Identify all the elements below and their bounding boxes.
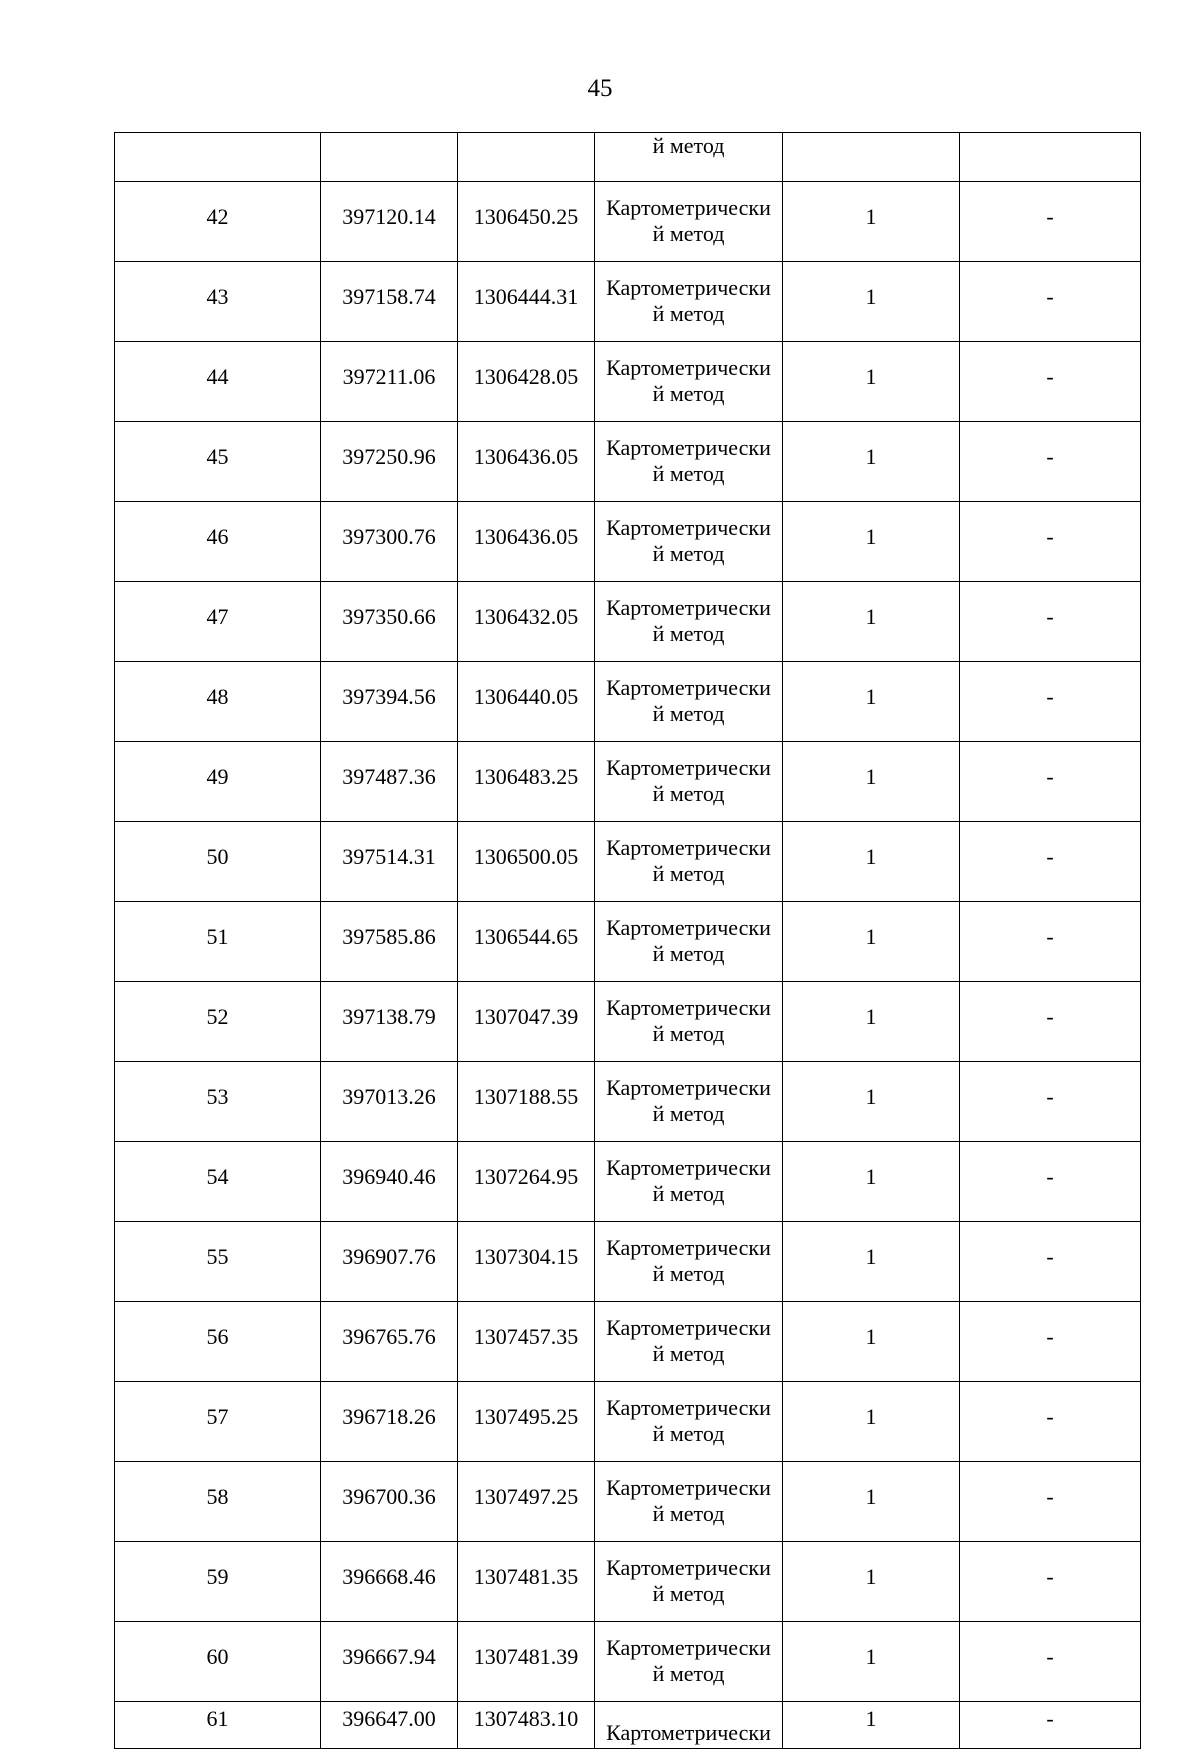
point-number-cell: 56 bbox=[115, 1302, 321, 1382]
method-cell bbox=[595, 1622, 783, 1702]
accuracy-cell: 1 bbox=[783, 1062, 960, 1142]
point-number-cell: 57 bbox=[115, 1382, 321, 1462]
table-row bbox=[115, 422, 1141, 502]
method-line-2: й метод bbox=[652, 1340, 725, 1366]
y-coordinate-cell: 1306432.05 bbox=[458, 582, 595, 662]
accuracy-cell: 1 bbox=[783, 342, 960, 422]
method-line-2: й метод bbox=[652, 380, 725, 406]
x-coordinate-cell bbox=[321, 133, 458, 182]
accuracy-cell: 1 bbox=[783, 1142, 960, 1222]
y-coordinate-cell: 1307497.25 bbox=[458, 1462, 595, 1542]
point-number-cell: 60 bbox=[115, 1622, 321, 1702]
table-row bbox=[115, 502, 1141, 582]
point-number-cell: 45 bbox=[115, 422, 321, 502]
y-coordinate-cell: 1306500.05 bbox=[458, 822, 595, 902]
point-number-cell: 43 bbox=[115, 262, 321, 342]
method-line-1: Картометрически bbox=[606, 994, 771, 1020]
y-coordinate-cell: 1307188.55 bbox=[458, 1062, 595, 1142]
table-row bbox=[115, 1302, 1141, 1382]
note-cell: - bbox=[960, 1622, 1141, 1702]
x-coordinate-cell: 397013.26 bbox=[321, 1062, 458, 1142]
accuracy-cell: 1 bbox=[783, 182, 960, 262]
x-coordinate-cell: 396647.00 bbox=[321, 1702, 458, 1749]
table-row bbox=[115, 742, 1141, 822]
table-row bbox=[115, 822, 1141, 902]
method-line-2: й метод bbox=[652, 1580, 725, 1606]
note-cell: - bbox=[960, 902, 1141, 982]
y-coordinate-cell: 1306428.05 bbox=[458, 342, 595, 422]
x-coordinate-cell: 396940.46 bbox=[321, 1142, 458, 1222]
y-coordinate-cell: 1307304.15 bbox=[458, 1222, 595, 1302]
note-cell: - bbox=[960, 1142, 1141, 1222]
note-cell: - bbox=[960, 822, 1141, 902]
method-line-1: Картометрически bbox=[606, 1074, 771, 1100]
y-coordinate-cell: 1306450.25 bbox=[458, 182, 595, 262]
accuracy-cell: 1 bbox=[783, 902, 960, 982]
method-line-2: й метод bbox=[652, 1260, 725, 1286]
method-cell bbox=[595, 662, 783, 742]
note-cell: - bbox=[960, 1462, 1141, 1542]
method-line-2: й метод bbox=[652, 780, 725, 806]
table-row bbox=[115, 1222, 1141, 1302]
y-coordinate-cell: 1306544.65 bbox=[458, 902, 595, 982]
method-cell: й метод bbox=[595, 133, 783, 182]
table-row bbox=[115, 182, 1141, 262]
method-cell bbox=[595, 262, 783, 342]
method-line-2: й метод bbox=[652, 460, 725, 486]
x-coordinate-cell: 397585.86 bbox=[321, 902, 458, 982]
x-coordinate-cell: 396700.36 bbox=[321, 1462, 458, 1542]
y-coordinate-cell: 1307483.10 bbox=[458, 1702, 595, 1749]
method-cell bbox=[595, 502, 783, 582]
table-row-last bbox=[115, 1702, 1141, 1749]
accuracy-cell: 1 bbox=[783, 1382, 960, 1462]
x-coordinate-cell: 397138.79 bbox=[321, 982, 458, 1062]
table-row bbox=[115, 1142, 1141, 1222]
method-line-1: Картометрически bbox=[606, 1474, 771, 1500]
note-cell: - bbox=[960, 262, 1141, 342]
y-coordinate-cell: 1307481.39 bbox=[458, 1622, 595, 1702]
method-cell bbox=[595, 1142, 783, 1222]
table-row bbox=[115, 662, 1141, 742]
method-line-1: Картометрически bbox=[606, 1554, 771, 1580]
method-line-2: й метод bbox=[652, 220, 725, 246]
point-number-cell: 50 bbox=[115, 822, 321, 902]
point-number-cell: 48 bbox=[115, 662, 321, 742]
method-line-2: й метод bbox=[652, 300, 725, 326]
coordinates-table bbox=[114, 132, 1141, 1749]
y-coordinate-cell: 1307457.35 bbox=[458, 1302, 595, 1382]
method-line-2: й метод bbox=[652, 1100, 725, 1126]
point-number-cell: 52 bbox=[115, 982, 321, 1062]
accuracy-cell: 1 bbox=[783, 582, 960, 662]
note-cell: - bbox=[960, 662, 1141, 742]
x-coordinate-cell: 397211.06 bbox=[321, 342, 458, 422]
method-cell bbox=[595, 1382, 783, 1462]
x-coordinate-cell: 397250.96 bbox=[321, 422, 458, 502]
accuracy-cell: 1 bbox=[783, 1302, 960, 1382]
table-row bbox=[115, 1462, 1141, 1542]
accuracy-cell: 1 bbox=[783, 822, 960, 902]
point-number-cell: 47 bbox=[115, 582, 321, 662]
x-coordinate-cell: 396907.76 bbox=[321, 1222, 458, 1302]
method-line-1: Картометрически bbox=[606, 1154, 771, 1180]
note-cell: - bbox=[960, 982, 1141, 1062]
table-row bbox=[115, 342, 1141, 422]
point-number-cell: 42 bbox=[115, 182, 321, 262]
y-coordinate-cell: 1306440.05 bbox=[458, 662, 595, 742]
method-line-2: й метод bbox=[652, 540, 725, 566]
table-body bbox=[115, 133, 1141, 1749]
method-line-1: Картометрически bbox=[606, 834, 771, 860]
method-cell bbox=[595, 582, 783, 662]
method-line-2: й метод bbox=[652, 860, 725, 886]
point-number-cell: 58 bbox=[115, 1462, 321, 1542]
note-cell: - bbox=[960, 1542, 1141, 1622]
x-coordinate-cell: 396718.26 bbox=[321, 1382, 458, 1462]
point-number-cell: 61 bbox=[115, 1702, 321, 1749]
accuracy-cell: 1 bbox=[783, 982, 960, 1062]
x-coordinate-cell: 397300.76 bbox=[321, 502, 458, 582]
table-row bbox=[115, 982, 1141, 1062]
method-cell bbox=[595, 1462, 783, 1542]
method-line-2: й метод bbox=[652, 700, 725, 726]
method-line-1: Картометрически bbox=[606, 754, 771, 780]
method-line-2: й метод bbox=[652, 620, 725, 646]
method-line-2: й метод bbox=[652, 1500, 725, 1526]
method-cell: Картометрически bbox=[595, 1702, 783, 1749]
accuracy-cell: 1 bbox=[783, 1462, 960, 1542]
y-coordinate-cell: 1307495.25 bbox=[458, 1382, 595, 1462]
method-line-1: Картометрически bbox=[606, 1394, 771, 1420]
method-cell bbox=[595, 1062, 783, 1142]
method-line-1: Картометрически bbox=[606, 594, 771, 620]
y-coordinate-cell: 1307264.95 bbox=[458, 1142, 595, 1222]
accuracy-cell: 1 bbox=[783, 662, 960, 742]
note-cell: - bbox=[960, 1062, 1141, 1142]
note-cell: - bbox=[960, 1302, 1141, 1382]
table-row bbox=[115, 1382, 1141, 1462]
page-number: 45 bbox=[587, 75, 613, 102]
point-number-cell: 44 bbox=[115, 342, 321, 422]
method-cell bbox=[595, 982, 783, 1062]
note-cell: - bbox=[960, 182, 1141, 262]
y-coordinate-cell: 1306436.05 bbox=[458, 422, 595, 502]
point-number-cell: 55 bbox=[115, 1222, 321, 1302]
y-coordinate-cell: 1307047.39 bbox=[458, 982, 595, 1062]
table-row bbox=[115, 262, 1141, 342]
point-number-cell: 49 bbox=[115, 742, 321, 822]
method-line-1: Картометрически bbox=[606, 1634, 771, 1660]
x-coordinate-cell: 397158.74 bbox=[321, 262, 458, 342]
point-number-cell: 53 bbox=[115, 1062, 321, 1142]
method-cell bbox=[595, 182, 783, 262]
method-line-1: Картометрически bbox=[606, 354, 771, 380]
method-line-1: Картометрически bbox=[606, 1234, 771, 1260]
method-line-1: Картометрически bbox=[606, 194, 771, 220]
note-cell: - bbox=[960, 742, 1141, 822]
method-cell bbox=[595, 342, 783, 422]
note-cell: - bbox=[960, 582, 1141, 662]
accuracy-cell: 1 bbox=[783, 742, 960, 822]
method-cell bbox=[595, 1542, 783, 1622]
x-coordinate-cell: 397120.14 bbox=[321, 182, 458, 262]
x-coordinate-cell: 396667.94 bbox=[321, 1622, 458, 1702]
note-cell: - bbox=[960, 1222, 1141, 1302]
accuracy-cell: 1 bbox=[783, 1542, 960, 1622]
method-cell bbox=[595, 742, 783, 822]
method-cell bbox=[595, 902, 783, 982]
point-number-cell: 54 bbox=[115, 1142, 321, 1222]
table-row bbox=[115, 1062, 1141, 1142]
point-number-cell: 46 bbox=[115, 502, 321, 582]
y-coordinate-cell: 1306483.25 bbox=[458, 742, 595, 822]
method-cell bbox=[595, 1222, 783, 1302]
x-coordinate-cell: 397487.36 bbox=[321, 742, 458, 822]
x-coordinate-cell: 397514.31 bbox=[321, 822, 458, 902]
table-row bbox=[115, 582, 1141, 662]
point-number-cell bbox=[115, 133, 321, 182]
point-number-cell: 51 bbox=[115, 902, 321, 982]
accuracy-cell: 1 bbox=[783, 1702, 960, 1749]
x-coordinate-cell: 397394.56 bbox=[321, 662, 458, 742]
accuracy-cell bbox=[783, 133, 960, 182]
method-line-2: й метод bbox=[652, 1420, 725, 1446]
note-cell: - bbox=[960, 1382, 1141, 1462]
table-row-continuation bbox=[115, 133, 1141, 182]
x-coordinate-cell: 397350.66 bbox=[321, 582, 458, 662]
table-row bbox=[115, 1542, 1141, 1622]
x-coordinate-cell: 396765.76 bbox=[321, 1302, 458, 1382]
note-cell: - bbox=[960, 422, 1141, 502]
note-cell: - bbox=[960, 342, 1141, 422]
method-line-1: Картометрически bbox=[606, 674, 771, 700]
method-line-2: й метод bbox=[652, 1020, 725, 1046]
method-line-1: Картометрически bbox=[606, 1314, 771, 1340]
x-coordinate-cell: 396668.46 bbox=[321, 1542, 458, 1622]
method-cell bbox=[595, 422, 783, 502]
method-cell bbox=[595, 1302, 783, 1382]
method-line-1: Картометрически bbox=[606, 274, 771, 300]
accuracy-cell: 1 bbox=[783, 262, 960, 342]
method-line-1: Картометрически bbox=[606, 434, 771, 460]
accuracy-cell: 1 bbox=[783, 1222, 960, 1302]
accuracy-cell: 1 bbox=[783, 422, 960, 502]
y-coordinate-cell bbox=[458, 133, 595, 182]
table-row bbox=[115, 902, 1141, 982]
note-cell: - bbox=[960, 502, 1141, 582]
note-cell: - bbox=[960, 1702, 1141, 1749]
method-cell bbox=[595, 822, 783, 902]
point-number-cell: 59 bbox=[115, 1542, 321, 1622]
method-line-1: Картометрически bbox=[606, 514, 771, 540]
method-line-2: й метод bbox=[652, 1660, 725, 1686]
table-row bbox=[115, 1622, 1141, 1702]
y-coordinate-cell: 1306436.05 bbox=[458, 502, 595, 582]
note-cell bbox=[960, 133, 1141, 182]
accuracy-cell: 1 bbox=[783, 1622, 960, 1702]
y-coordinate-cell: 1306444.31 bbox=[458, 262, 595, 342]
method-line-2: й метод bbox=[652, 940, 725, 966]
accuracy-cell: 1 bbox=[783, 502, 960, 582]
method-line-2: й метод bbox=[652, 1180, 725, 1206]
method-line-1: Картометрически bbox=[606, 914, 771, 940]
y-coordinate-cell: 1307481.35 bbox=[458, 1542, 595, 1622]
